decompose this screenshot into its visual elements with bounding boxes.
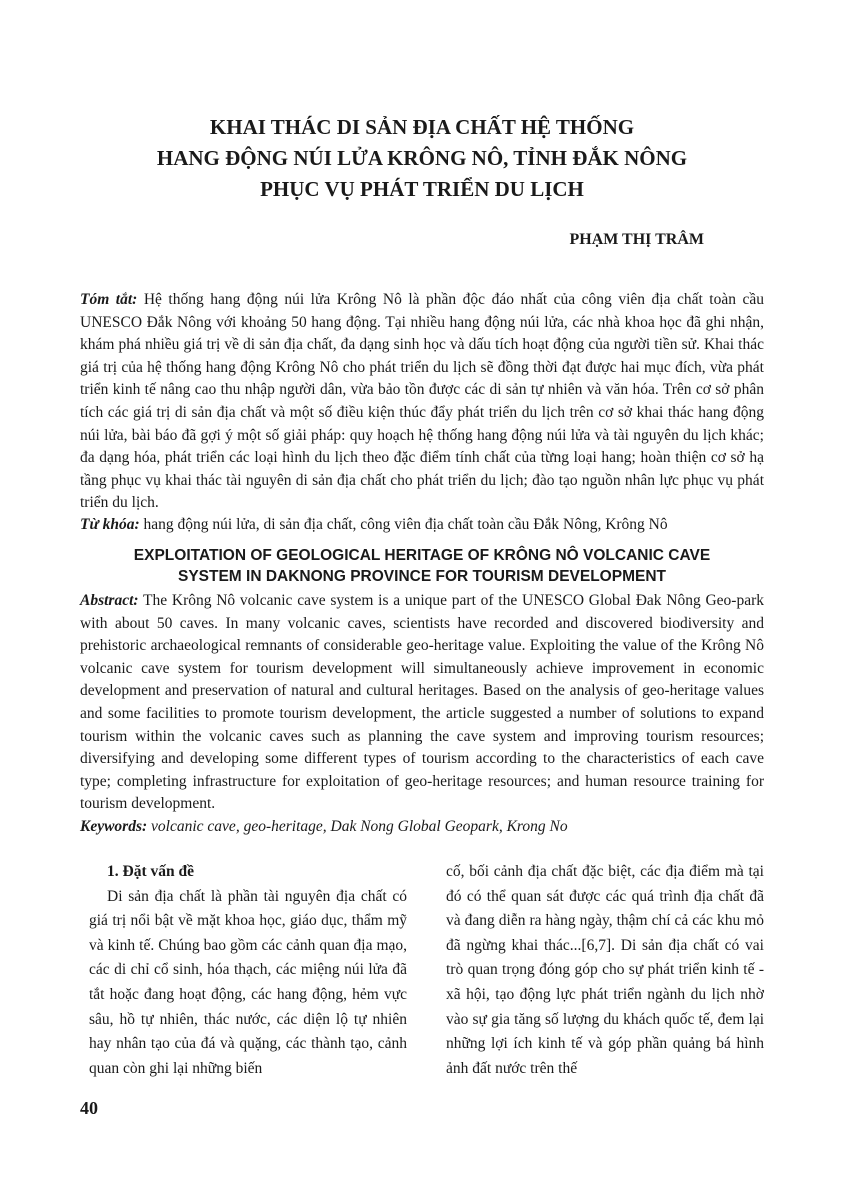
english-title (80, 545, 764, 587)
section-heading: 1. Đặt vấn đề (107, 863, 194, 880)
title-line-2: HANG ĐỘNG NÚI LỬA KRÔNG NÔ, TỈNH ĐẮK NÔNG (156, 146, 688, 170)
abstract-english (80, 590, 764, 816)
keywords-en-text: volcanic cave, geo-heritage, Dak Nong Global Geopark, Krong No (147, 818, 568, 835)
english-title-line-2: SYSTEM IN DAKNONG PROVINCE FOR TOURISM DEVELOPMENT (177, 568, 666, 585)
section-paragraph-right: cố, bối cảnh địa chất đặc biệt, các địa điểm mà tại đó có thể quan sát được các quá trình địa chất đã và đang diễn ra hàng ngày, thậm chí cả các khu mỏ đã ngừng khai thác...[6,7]. Di sản địa chất có vai trò quan trọng đóng góp cho sự phát triển kinh tế - xã hội, tạo động lực phát triển ngành du lịch nhờ vào sự gia tăng số lượng du khách quốc tế, đem lại những lợi ích kinh tế và góp phần quảng bá hình ảnh đất nước trên thế (446, 863, 764, 1077)
keywords-en-label: Keywords: (80, 818, 148, 835)
abstract-en-label: Abstract: (80, 592, 139, 609)
keywords-vi-text: hang động núi lửa, di sản địa chất, công viên địa chất toàn cầu Đắk Nông, Krông Nô (139, 516, 668, 533)
title-line-1: KHAI THÁC DI SẢN ĐỊA CHẤT HỆ THỐNG (209, 115, 635, 139)
abstract-en-text: The Krông Nô volcanic cave system is a unique part of the UNESCO Global Đak Nông Geo-park with about 50 caves. In many volcanic caves, scientists have recorded and discovered biodiversity and prehistoric archaeological remnants of considerable geo-heritage value. Exploiting the value of the Krông Nô volcanic cave system for tourism development will simultaneously achieve improvement in economic development and preservation of natural and cultural heritages. Based on the analysis of geo-heritage values and some facilities to promote tourism development, the article suggested a number of solutions to expand tourism within the volcanic caves such as planning the cave system and improving tourism resources; diversifying and developing some different types of tourism according to the characteristics of each cave type; completing infrastructure for exploitation of geo-heritage resources; and human resource training for tourism development. (80, 592, 764, 813)
keywords-vietnamese (80, 514, 764, 536)
author-name: PHẠM THỊ TRÂM (569, 231, 704, 248)
paper-title (80, 112, 764, 205)
section-paragraph-left: Di sản địa chất là phần tài nguyên địa chất có giá trị nổi bật về mặt khoa học, giáo dục, thẩm mỹ và kinh tế. Chúng bao gồm các cảnh quan địa mạo, các di chỉ cổ sinh, hóa thạch, các miệng núi lửa đã tắt hoặc đang hoạt động, các hang động, hẻm vực sâu, hồ tự nhiên, thác nước, các diện lộ tự nhiên hay nhân tạo của đá và quặng, các thành tạo, cảnh quan còn ghi lại những biến (89, 887, 407, 1077)
english-title-line-1: EXPLOITATION OF GEOLOGICAL HERITAGE OF KRÔNG NÔ VOLCANIC CAVE (133, 547, 711, 564)
body-column-right (446, 860, 764, 1081)
body-column-left (89, 860, 407, 1081)
abstract-vi-text: Hệ thống hang động núi lửa Krông Nô là phần độc đáo nhất của công viên địa chất toàn cầu UNESCO Đắk Nông với khoảng 50 hang động. Tại nhiều hang động núi lửa, các nhà khoa học đã ghi nhận, khám phá nhiều giá trị về di sản địa chất, đa dạng sinh học và dấu tích hoạt động của người tiền sử. Khai thác giá trị của hệ thống hang động Krông Nô cho phát triển du lịch sẽ đồng thời đạt được hai mục đích, vừa phát triển kinh tế nâng cao thu nhập người dân, vừa bảo tồn được các di sản tự nhiên và văn hóa. Trên cơ sở phân tích các giá trị di sản địa chất và một số điều kiện thúc đẩy phát triển du lịch trên cơ sở khai thác hang động núi lửa, bài báo đã gợi ý một số giải pháp: quy hoạch hệ thống hang động núi lửa và tài nguyên du lịch khác; đa dạng hóa, phát triển các loại hình du lịch theo đặc điểm tính chất của từng loại hang; hoàn thiện cơ sở hạ tầng phục vụ khai thác tài nguyên di sản địa chất cho phát triển du lịch; đào tạo nguồn nhân lực phục vụ phát triển du lịch. (80, 291, 764, 512)
abstract-vietnamese (80, 289, 764, 515)
keywords-english (80, 816, 764, 838)
keywords-vi-label: Từ khóa: (80, 516, 140, 533)
abstract-vi-label: Tóm tắt: (80, 291, 138, 308)
title-line-3: PHỤC VỤ PHÁT TRIỂN DU LỊCH (260, 177, 584, 201)
page-number: 40 (80, 1098, 98, 1118)
